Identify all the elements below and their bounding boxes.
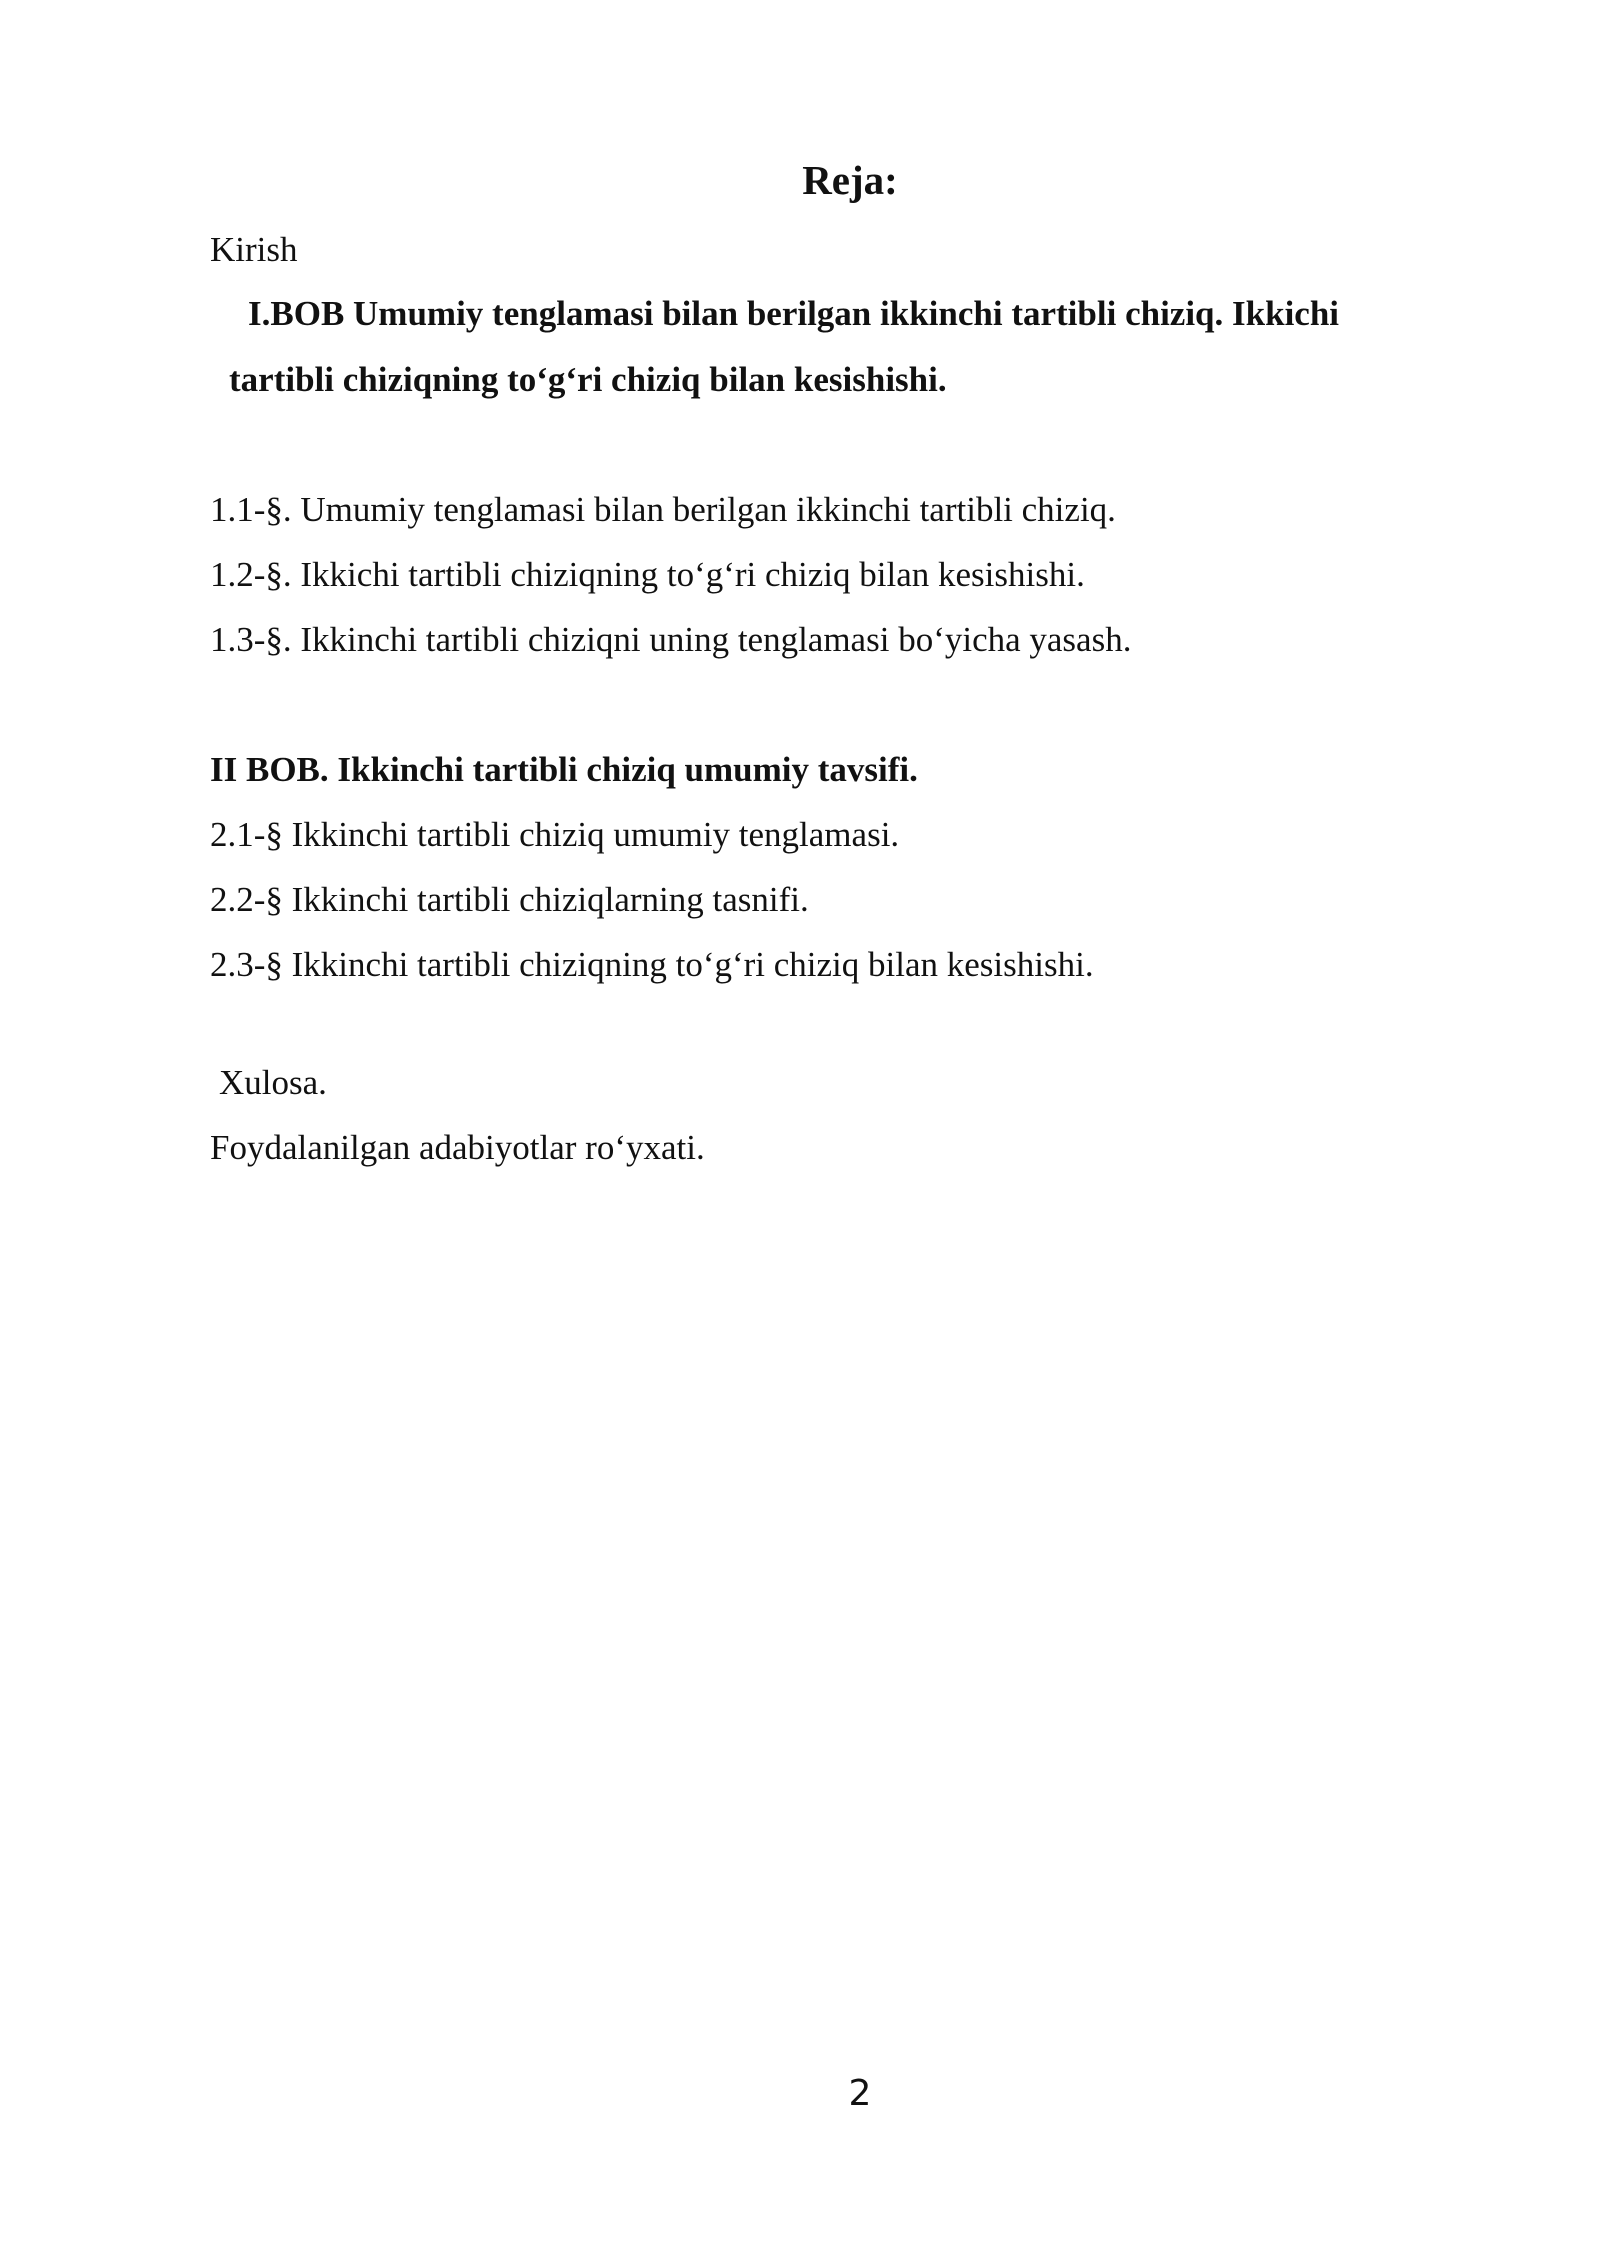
references-item: Foydalanilgan adabiyotlar ro‘yxati. [210,1128,705,1167]
section-2-3: 2.3-§ Ikkinchi tartibli chiziqning to‘g‘ri chiziq bilan kesishishi. [210,945,1094,984]
chapter1-heading-line1: I.BOB Umumiy tenglamasi bilan berilgan ikkinchi tartibli chiziq. Ikkichi [248,294,1340,333]
page-number: 2 [848,2073,872,2114]
chapter2-heading: II BOB. Ikkinchi tartibli chiziq umumiy tavsifi. [210,750,918,789]
section-2-2: 2.2-§ Ikkinchi tartibli chiziqlarning tasnifi. [210,880,809,919]
section-2-1: 2.1-§ Ikkinchi tartibli chiziq umumiy tenglamasi. [210,815,900,854]
section-1-2: 1.2-§. Ikkichi tartibli chiziqning to‘g‘ri chiziq bilan kesishishi. [210,555,1085,594]
chapter1-heading-line2: tartibli chiziqning to‘g‘ri chiziq bilan kesishishi. [229,360,947,399]
intro-item: Kirish [210,230,298,269]
section-1-1: 1.1-§. Umumiy tenglamasi bilan berilgan ikkinchi tartibli chiziq. [210,490,1116,529]
conclusion-item: Xulosa. [219,1063,327,1102]
page-title: Reja: [802,157,898,203]
section-1-3: 1.3-§. Ikkinchi tartibli chiziqni uning tenglamasi bo‘yicha yasash. [210,620,1132,659]
